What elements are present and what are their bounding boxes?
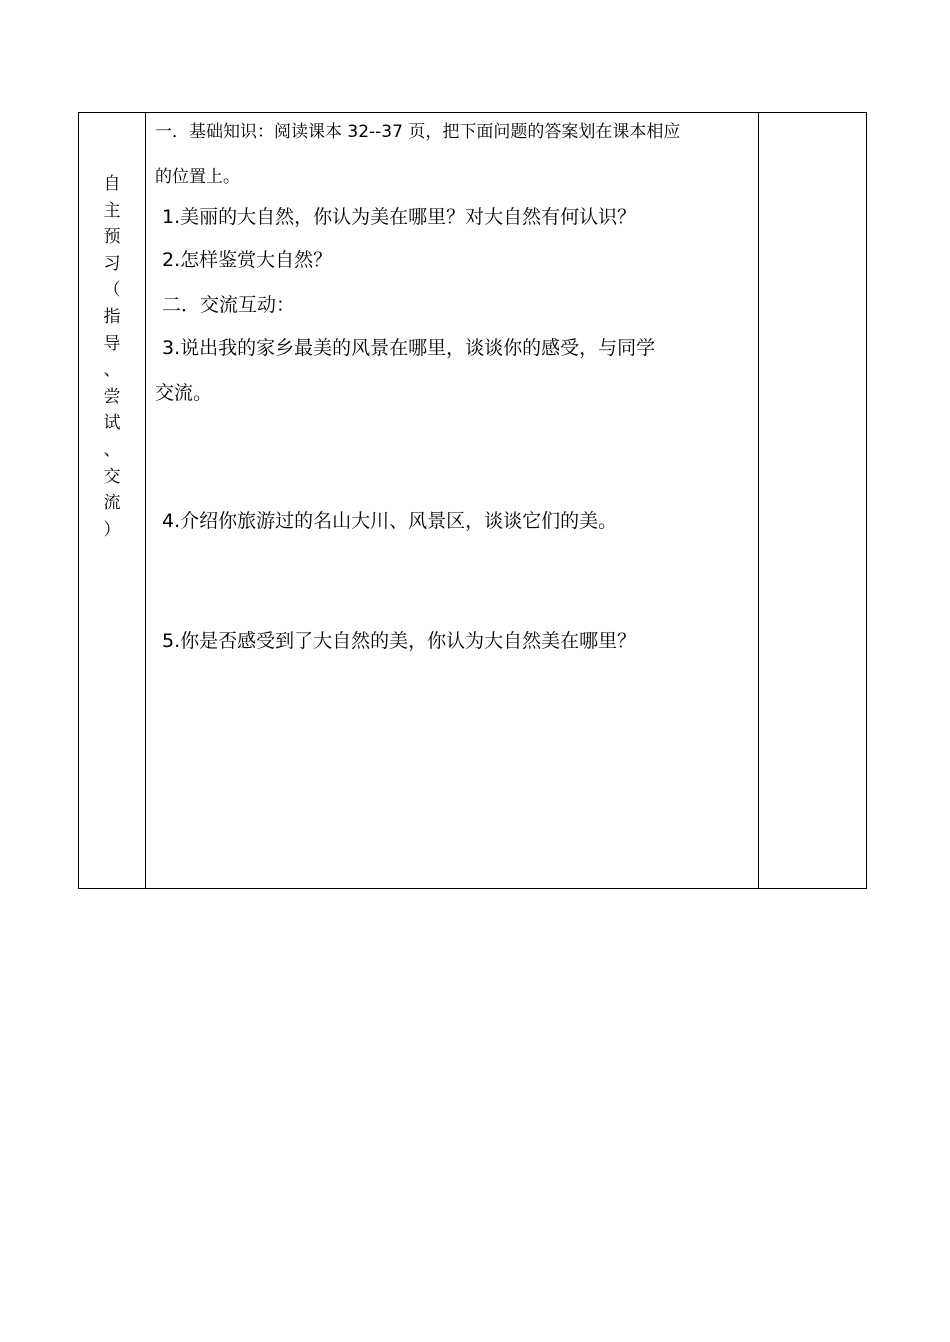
question-4: 4.介绍你旅游过的名山大川、风景区，谈谈它们的美。 — [162, 510, 618, 532]
side-label-char: 、 — [103, 439, 121, 460]
side-label-char: 预 — [103, 227, 121, 248]
column-divider — [145, 113, 146, 888]
column-divider — [758, 113, 759, 888]
side-label-char: 试 — [103, 413, 121, 434]
section1-heading: 一．基础知识：阅读课本 32--37 页，把下面问题的答案划在课本相应 — [155, 122, 681, 142]
worksheet-table — [78, 112, 867, 889]
side-label-char: 交 — [103, 466, 121, 487]
side-label-char: 导 — [103, 333, 121, 354]
question-2: 2.怎样鉴赏大自然？ — [162, 249, 333, 271]
question-3-continued: 交流。 — [155, 382, 213, 404]
section2-heading: 二．交流互动： — [162, 294, 296, 316]
question-1: 1.美丽的大自然，你认为美在哪里？对大自然有何认识？ — [162, 206, 637, 228]
side-label-char: 流 — [103, 493, 121, 514]
question-3: 3.说出我的家乡最美的风景在哪里，谈谈你的感受，与同学 — [162, 337, 656, 359]
side-label-char: 习 — [103, 253, 121, 274]
section1-heading-continued: 的位置上。 — [155, 167, 240, 187]
side-label-char: 自 — [103, 174, 121, 194]
side-label-char: 、 — [103, 360, 121, 381]
side-label-char: 主 — [103, 200, 121, 221]
side-label-char: （ — [103, 280, 121, 301]
side-label-char: 指 — [103, 306, 121, 327]
question-5: 5.你是否感受到了大自然的美，你认为大自然美在哪里？ — [162, 630, 637, 652]
side-label — [79, 171, 145, 543]
side-label-char: ） — [103, 519, 121, 540]
side-label-char: 尝 — [103, 386, 121, 407]
